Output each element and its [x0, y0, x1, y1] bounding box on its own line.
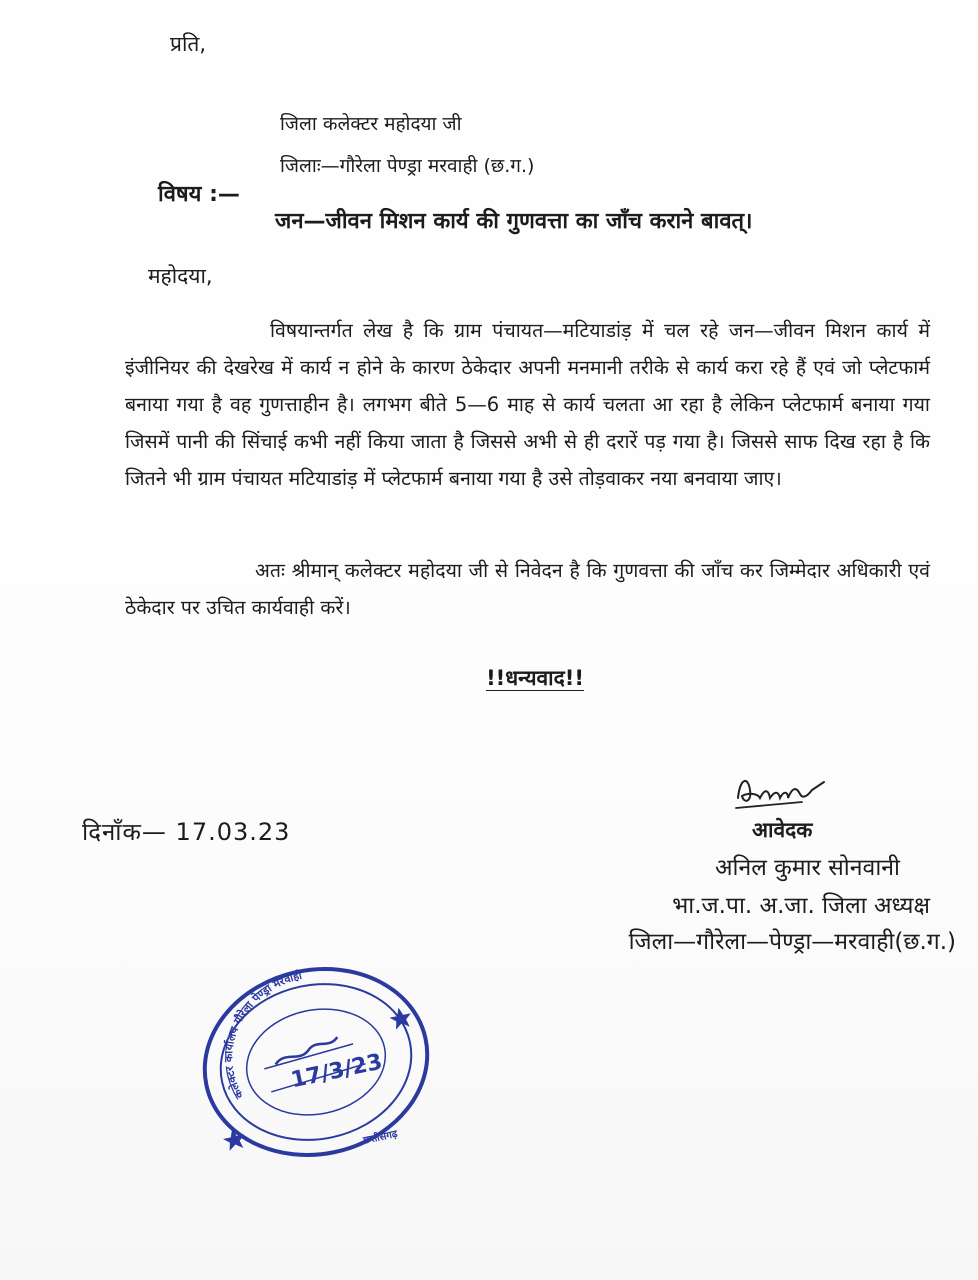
- stamp-received-date: 17/3/23: [288, 1049, 385, 1094]
- applicant-district: जिला—गौरेला—पेण्ड्रा—मरवाही(छ.ग.): [628, 929, 956, 955]
- date-line: दिनाँक— 17.03.23: [82, 818, 291, 846]
- recipient-line-1: जिला कलेक्टर महोदया जी: [280, 113, 462, 135]
- salutation: महोदया,: [148, 264, 213, 288]
- thanks-text: !!धन्यवाद!!: [486, 666, 584, 690]
- subject-label: विषय :—: [158, 182, 240, 207]
- body-paragraph-1: विषयान्तर्गत लेख है कि ग्राम पंचायत—मटियाडांड़ में चल रहे जन—जीवन मिशन कार्य में इंजीनियर की देखरेख में कार्य न होने के कारण ठेकेदार अपनी मनमानी तरीके से कार्य करा रहे हैं एवं जो प्लेटफार्म बनाया गया है वह गुणत्ताहीन है। लगभग बीते 5—6 माह से कार्य चलता आ रहा है लेकिन प्लेटफार्म बनाया गया जिसमें पानी की सिंचाई कभी नहीं किया जाता है जिससे अभी से ही दरारें पड़ गया है। जिससे साफ दिख रहा है कि जितने भी ग्राम पंचायत मटियाडांड़ में प्लेटफार्म बनाया गया है उसे तोड़वाकर नया बनवाया जाए।: [125, 319, 930, 490]
- subject-text: जन—जीवन मिशन कार्य की गुणवत्ता का जाँच कराने बावत्।: [275, 209, 753, 234]
- body-paragraph-2: अतः श्रीमान् कलेक्टर महोदया जी से निवेदन है कि गुणवत्ता की जाँच कर जिम्मेदार अधिकारी एवं ठेकेदार पर उचित कार्यवाही करें।: [125, 559, 930, 619]
- stamp-ring-text: कलेक्टर कार्यालय गौरेला पेण्ड्रा मरवाही: [222, 968, 304, 1101]
- applicant-label: आवेदक: [752, 818, 813, 842]
- recipient-line-2: जिलाः—गौरेला पेण्ड्रा मरवाही (छ.ग.): [280, 155, 535, 177]
- office-received-stamp: [196, 960, 436, 1165]
- handwritten-signature: [730, 768, 830, 816]
- applicant-name: अनिल कुमार सोनवानी: [714, 855, 900, 881]
- thanks-line: [470, 664, 600, 692]
- stamp-bottom-text: छत्तीसगढ़: [362, 1128, 399, 1147]
- to-label: प्रति,: [170, 32, 207, 56]
- applicant-title: भा.ज.पा. अ.जा. जिला अध्यक्ष: [672, 893, 930, 919]
